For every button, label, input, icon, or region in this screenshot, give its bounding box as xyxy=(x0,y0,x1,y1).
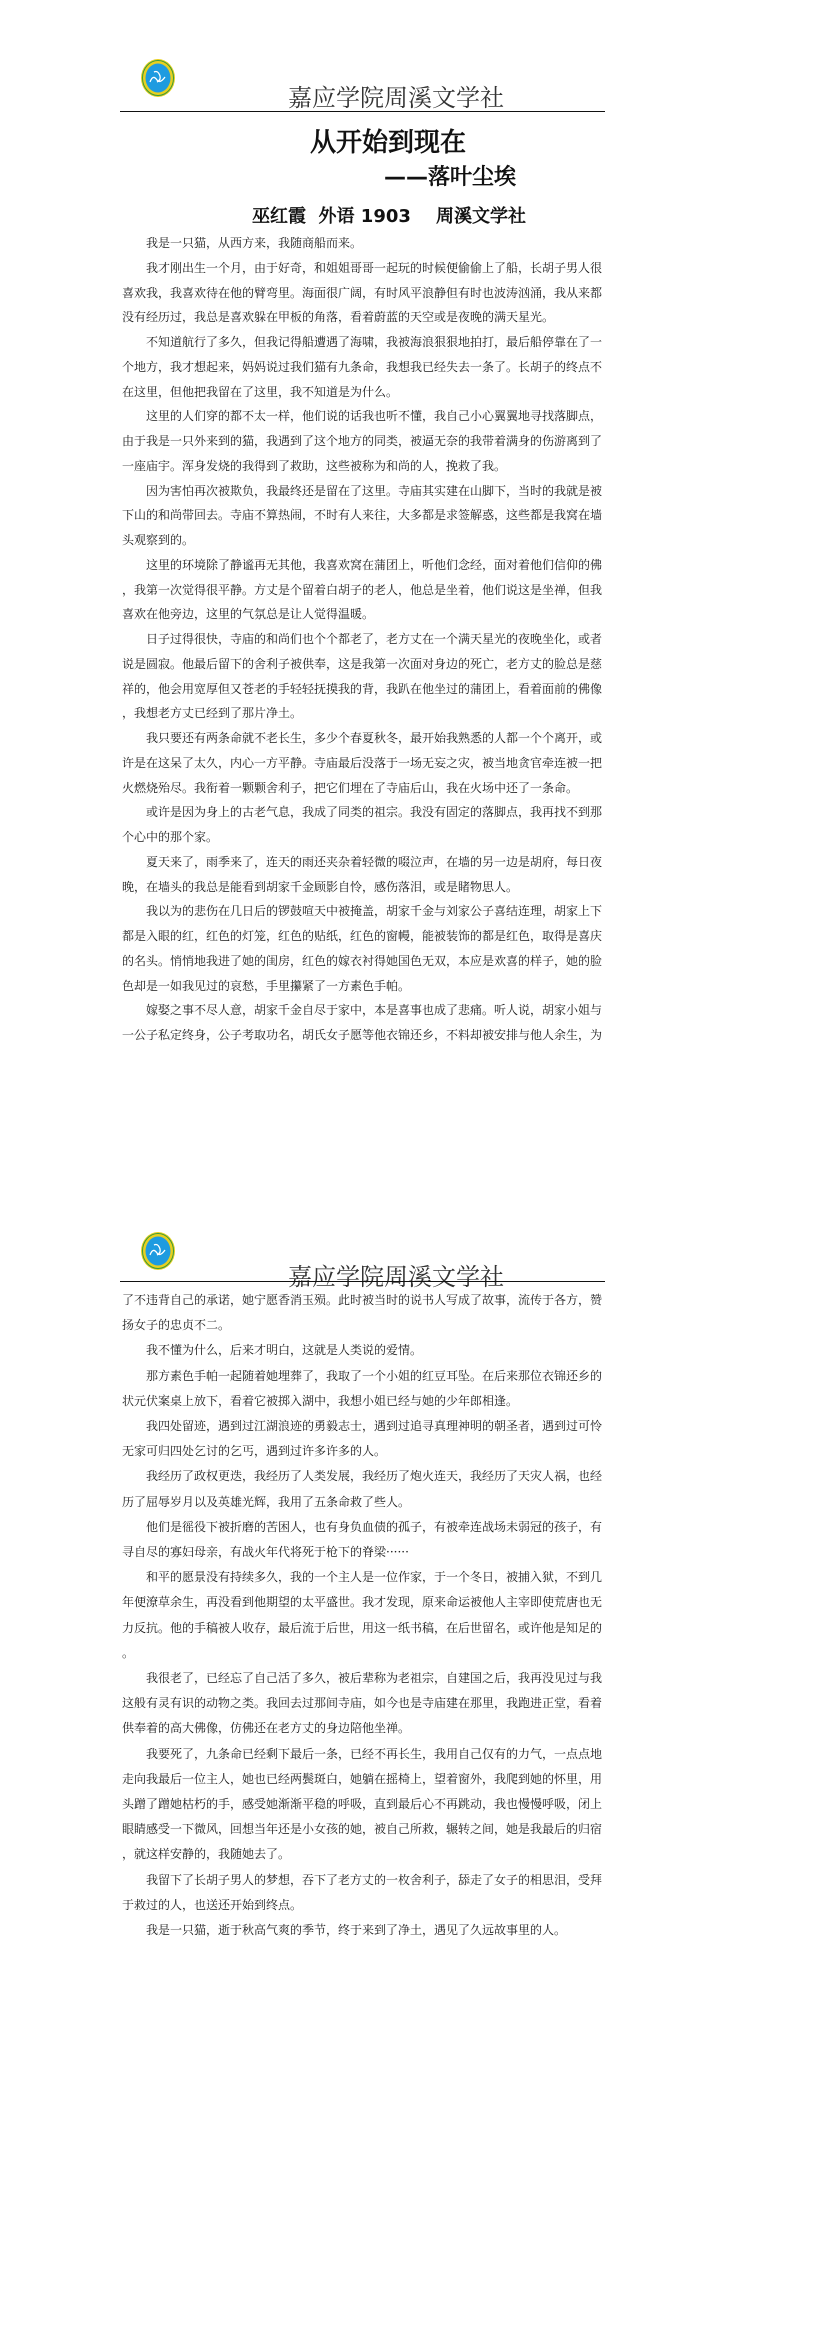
paragraph: 我要死了，九条命已经剩下最后一条，已经不再长生，我用自己仅有的力气，一点点地走向我最后一位主人，她也已经两鬓斑白，她躺在摇椅上，望着窗外，我爬到她的怀里，用头蹭了蹭她枯朽的手，感受她渐渐平稳的呼吸，直到最后心不再跳动，我也慢慢呼吸，闭上眼睛感受一下微风，回想当年还是小女孩的她，被自己所救，辗转之间，她是我最后的归宿，就这样安静的，我随她去了。 xyxy=(122,1746,603,1862)
header-divider xyxy=(120,1281,605,1282)
paragraph: 或许是因为身上的古老气息，我成了同类的祖宗。我没有固定的落脚点，我再找不到那个心中的那个家。 xyxy=(122,805,603,844)
paragraph: 了不违背自己的承诺，她宁愿香消玉殒。此时被当时的说书人写成了故事，流传于各方，赞扬女子的忠贞不二。 xyxy=(122,1293,603,1333)
paragraph: 不知道航行了多久，但我记得船遭遇了海啸，我被海浪狠狠地拍打，最后船停靠在了一个地方，我才想起来，妈妈说过我们猫有九条命，我想我已经失去一条了。长胡子的终点不在这里，但他把我留在了这里，我不知道是为什么。 xyxy=(122,335,603,399)
paragraph: 夏天来了，雨季来了，连天的雨还夹杂着轻微的啜泣声，在墙的另一边是胡府，每日夜晚，在墙头的我总是能看到胡家千金顾影自怜，感伤落泪，或是睹物思人。 xyxy=(122,854,603,894)
paragraph: 我才刚出生一个月，由于好奇，和姐姐哥哥一起玩的时候便偷偷上了船，长胡子男人很喜欢我，我喜欢待在他的臂弯里。海面很广阔，有时风平浪静但有时也波涛汹涌，我从来都没有经历过，我总是喜欢躲在甲板的角落，看着蔚蓝的天空或是夜晚的满天星光。 xyxy=(122,260,603,325)
club-name-header: 嘉应学院周溪文学社 xyxy=(288,84,504,112)
page2-body xyxy=(122,1288,602,1943)
paragraph: 嫁娶之事不尽人意，胡家千金自尽于家中，本是喜事也成了悲痛。听人说，胡家小姐与一公子私定终身，公子考取功名，胡氏女子愿等他衣锦还乡，不料却被安排与他人余生，为 xyxy=(122,1003,603,1042)
paragraph: 我以为的悲伤在几日后的锣鼓喧天中被掩盖，胡家千金与刘家公子喜结连理，胡家上下都是入眼的红，红色的灯笼，红色的贴纸，红色的窗幔，能被装饰的都是红色，取得是喜庆的名头。悄悄地我进了她的闺房，红色的嫁衣衬得她国色无双，本应是欢喜的样子，她的脸色却是一如我见过的哀愁，手里攥紧了一方素色手帕。 xyxy=(122,904,603,993)
paragraph: 那方素色手帕一起随着她埋葬了，我取了一个小姐的红豆耳坠。在后来那位衣锦还乡的状元伏案桌上放下，看着它被掷入湖中，我想小姐已经与她的少年郎相逢。 xyxy=(122,1368,603,1408)
paragraph: 和平的愿景没有持续多久，我的一个主人是一位作家，于一个冬日，被捕入狱，不到几年便潦草余生，再没看到他期望的太平盛世。我才发现，原来命运被他人主宰即使荒唐也无力反抗。他的手稿被人收存，最后流于后世，用这一纸书稿，在后世留名，或许他是知足的。 xyxy=(122,1570,603,1660)
paragraph: 我四处留迹，遇到过江湖浪迹的勇毅志士，遇到过追寻真理神明的朝圣者，遇到过可怜无家可归四处乞讨的乞丐，遇到过许多许多的人。 xyxy=(122,1419,603,1459)
paragraph: 因为害怕再次被欺负，我最终还是留在了这里。寺庙其实建在山脚下，当时的我就是被下山的和尚带回去。寺庙不算热闹，不时有人来往，大多都是求签解惑，这些都是我窝在墙头观察到的。 xyxy=(122,483,603,547)
paragraph: 日子过得很快，寺庙的和尚们也个个都老了，老方丈在一个满天星光的夜晚坐化，或者说是圆寂。他最后留下的舍利子被供奉，这是我第一次面对身边的死亡，老方丈的脸总是慈祥的，他会用宽厚但又苍老的手轻轻抚摸我的背，我趴在他坐过的蒲团上，看着面前的佛像，我想老方丈已经到了那片净土。 xyxy=(122,632,603,721)
article-byline: 巫红霞 外语 1903 周溪文学社 xyxy=(252,206,526,227)
paragraph: 我只要还有两条命就不老长生，多少个春夏秋冬，最开始我熟悉的人都一个个离开，或许是在这呆了太久，内心一方平静。寺庙最后没落于一场无妄之灾，被当地贪官牵连被一把火燃烧殆尽。我衔着一颗颗舍利子，把它们埋在了寺庙后山，我在火场中还了一条命。 xyxy=(122,731,603,795)
paragraph: 我经历了政权更迭，我经历了人类发展，我经历了炮火连天，我经历了天灾人祸，也经历了屈辱岁月以及英雄光辉，我用了五条命救了些人。 xyxy=(122,1469,603,1509)
paragraph: 这里的环境除了静谧再无其他，我喜欢窝在蒲团上，听他们念经，面对着他们信仰的佛，我第一次觉得很平静。方丈是个留着白胡子的老人，他总是坐着，他们说这是坐禅，但我喜欢在他旁边，这里的气氛总是让人觉得温暖。 xyxy=(122,557,603,622)
paragraph: 我是一只猫，从西方来，我随商船而来。 xyxy=(146,236,363,250)
paragraph: 我很老了，已经忘了自己活了多久，被后辈称为老祖宗，自建国之后，我再没见过与我这般有灵有识的动物之类。我回去过那间寺庙，如今也是寺庙建在那里，我跑进正堂，看着供奉着的高大佛像，仿佛还在老方丈的身边陪他坐禅。 xyxy=(122,1671,603,1736)
paragraph: 我是一只猫，逝于秋高气爽的季节，终于来到了净土，遇见了久远故事里的人。 xyxy=(146,1923,567,1938)
header-divider xyxy=(120,111,605,112)
paragraph: 我不懂为什么，后来才明白，这就是人类说的爱情。 xyxy=(146,1343,423,1358)
paragraph: 他们是徭役下被折磨的苦困人，也有身负血债的孤子，有被牵连战场未弱冠的孩子，有寻自尽的寡妇母亲，有战火年代将死于枪下的脊梁······ xyxy=(122,1519,603,1560)
article-title: 从开始到现在 xyxy=(310,128,467,158)
article-subtitle: ——落叶尘埃 xyxy=(384,165,517,190)
club-logo-icon xyxy=(140,1231,176,1271)
club-name-header: 嘉应学院周溪文学社 xyxy=(288,1263,504,1291)
paragraph: 我留下了长胡子男人的梦想，吞下了老方丈的一枚舍利子，舔走了女子的相思泪，受拜于救过的人，也送还开始到终点。 xyxy=(122,1872,603,1912)
paragraph: 这里的人们穿的都不太一样，他们说的话我也听不懂，我自己小心翼翼地寻找落脚点，由于我是一只外来到的猫，我遇到了这个地方的同类，被逼无奈的我带着满身的伤游离到了一座庙宇。浑身发烧的我得到了救助，这些被称为和尚的人，挽救了我。 xyxy=(122,409,603,473)
club-logo-icon xyxy=(140,58,176,98)
page1-body xyxy=(122,231,602,1048)
